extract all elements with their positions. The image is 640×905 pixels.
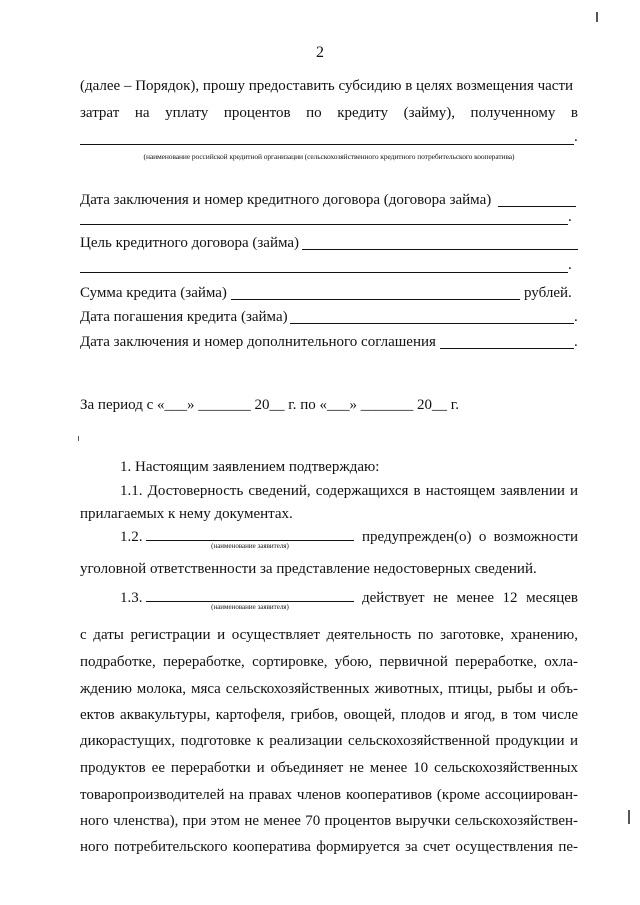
confirm-item: действует не менее 12 месяцев	[362, 590, 578, 606]
confirm-item: предупрежден(о) о возможности	[362, 529, 578, 545]
confirm-item: прилагаемых к нему документах.	[80, 506, 293, 522]
confirm-item: уголовной ответственности за представление недостоверных сведений.	[80, 561, 537, 577]
line-end-period: .	[568, 209, 572, 225]
scan-speck	[78, 436, 79, 441]
line-end-period: .	[574, 129, 578, 145]
body-line: ного потребительского кооператива формируется за счет осуществления пе-	[80, 839, 578, 855]
period-line: За период с «___» _______ 20__ г. по «___» _______ 20__ г.	[80, 397, 459, 413]
body-line: товаропроизводителей на правах членов кооперативов (кроме ассоциирован-	[80, 787, 578, 803]
page-number: 2	[316, 44, 324, 61]
field-label: Дата погашения кредита (займа)	[80, 309, 288, 325]
line-end-period: .	[574, 334, 578, 350]
confirm-item: 1.1. Достоверность сведений, содержащихся в настоящем заявлении и	[120, 483, 578, 499]
scan-speck	[628, 810, 630, 824]
line-end-period: .	[574, 309, 578, 325]
field-label: Цель кредитного договора (займа)	[80, 235, 300, 251]
blank-line	[231, 299, 520, 300]
field-label: Сумма кредита (займа)	[80, 285, 227, 301]
scan-speck	[596, 12, 598, 22]
body-line: с даты регистрации и осуществляет деятельность по заготовке, хранению,	[80, 627, 578, 643]
body-line: продуктов ее переработки и объединяет не менее 10 сельскохозяйственных	[80, 760, 578, 776]
line-end-period: .	[568, 257, 572, 273]
field-caption: (наименование заявителя)	[211, 542, 289, 550]
body-line: подработке, переработке, сортировке, убою, первичной переработке, охла-	[80, 654, 578, 670]
blank-line	[440, 348, 574, 349]
blank-line	[80, 144, 574, 145]
blank-line	[80, 224, 568, 225]
body-line: ектов аквакультуры, картофеля, грибов, овощей, плодов и ягод, в том числе	[80, 707, 578, 723]
body-line: ждению молока, мяса сельскохозяйственных животных, птицы, рыбы и объ-	[80, 681, 578, 697]
field-label: Дата заключения и номер кредитного договора (договора займа)	[80, 192, 492, 208]
field-caption: (наименование заявителя)	[211, 603, 289, 611]
body-line: дикорастущих, подготовке к реализации сельскохозяйственной продукции и	[80, 733, 578, 749]
blank-line	[146, 601, 354, 602]
paragraph-line: (далее – Порядок), прошу предоставить субсидию в целях возмещения части	[80, 78, 574, 94]
blank-line	[290, 323, 574, 324]
confirm-item-number: 1.2.	[120, 529, 143, 545]
amount-unit: рублей.	[524, 285, 572, 301]
confirm-item-number: 1.3.	[120, 590, 143, 606]
blank-line	[498, 206, 576, 207]
paragraph-line: затрат на уплату процентов по кредиту (займу), полученному в	[80, 105, 578, 121]
blank-line	[302, 249, 578, 250]
field-label: Дата заключения и номер дополнительного соглашения	[80, 334, 436, 350]
blank-line	[146, 540, 354, 541]
body-line: ного членства), при этом не менее 70 процентов выручки сельскохозяйствен-	[80, 813, 578, 829]
blank-line	[80, 272, 568, 273]
field-caption: (наименование российской кредитной организации (сельскохозяйственного кредитного потребительского кооператива)	[143, 152, 515, 161]
confirm-item: 1. Настоящим заявлением подтверждаю:	[120, 459, 380, 475]
